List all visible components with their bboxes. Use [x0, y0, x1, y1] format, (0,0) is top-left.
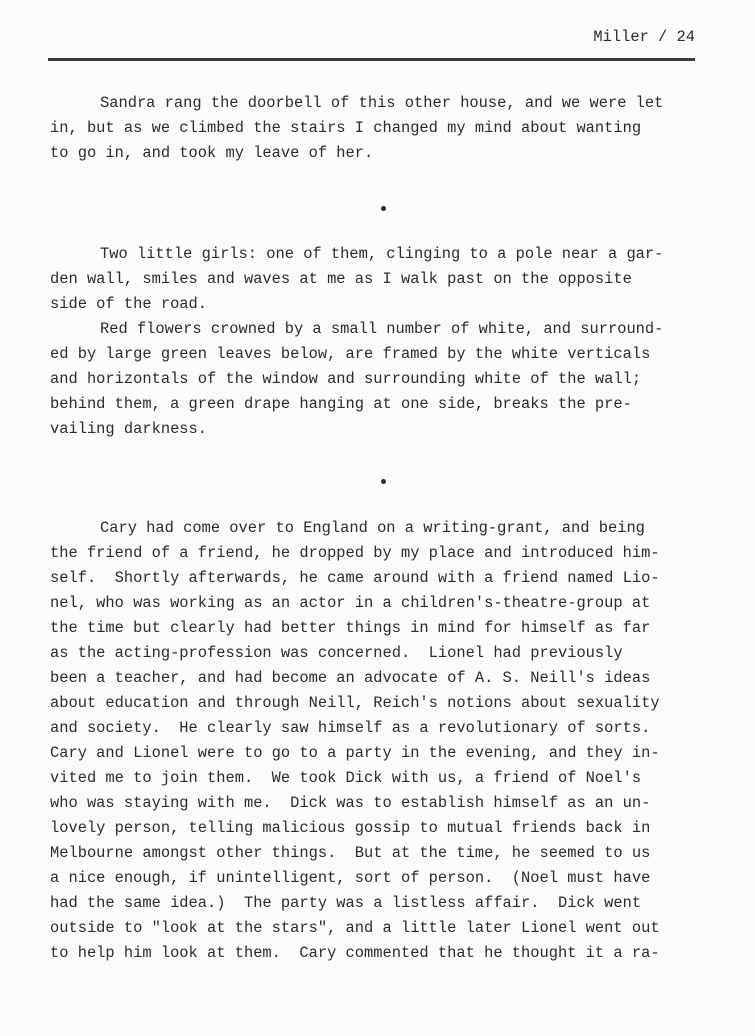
text-line: and horizontals of the window and surrounding white of the wall;	[50, 370, 642, 388]
text-line: a nice enough, if unintelligent, sort of person. (Noel must have	[50, 869, 651, 887]
text-line: had the same idea.) The party was a listless affair. Dick went	[50, 894, 642, 912]
text-line: been a teacher, and had become an advocate of A. S. Neill's ideas	[50, 669, 651, 687]
text-line: Melbourne amongst other things. But at the time, he seemed to us	[50, 844, 651, 862]
text-line: lovely person, telling malicious gossip to mutual friends back in	[50, 819, 651, 837]
text-line: in, but as we climbed the stairs I changed my mind about wanting	[50, 119, 642, 137]
text-line: Cary had come over to England on a writing-grant, and being	[100, 519, 645, 537]
text-line: vited me to join them. We took Dick with us, a friend of Noel's	[50, 769, 642, 787]
text-line: the time but clearly had better things in mind for himself as far	[50, 619, 651, 637]
text-line: and society. He clearly saw himself as a revolutionary of sorts.	[50, 719, 651, 737]
text-line: Two little girls: one of them, clinging to a pole near a gar-	[100, 245, 664, 263]
text-line: to help him look at them. Cary commented that he thought it a ra-	[50, 944, 660, 962]
section-break-bullet	[381, 206, 386, 211]
text-line: the friend of a friend, he dropped by my place and introduced him-	[50, 544, 660, 562]
text-line: Cary and Lionel were to go to a party in the evening, and they in-	[50, 744, 660, 762]
header-rule	[48, 58, 695, 61]
text-line: Sandra rang the doorbell of this other house, and we were let	[100, 94, 664, 112]
text-line: side of the road.	[50, 295, 208, 313]
text-line: Red flowers crowned by a small number of white, and surround-	[100, 320, 664, 338]
text-line: who was staying with me. Dick was to establish himself as an un-	[50, 794, 651, 812]
text-line: behind them, a green drape hanging at one side, breaks the pre-	[50, 395, 632, 413]
text-line: to go in, and took my leave of her.	[50, 144, 374, 162]
text-line: den wall, smiles and waves at me as I walk past on the opposite	[50, 270, 632, 288]
text-line: self. Shortly afterwards, he came around with a friend named Lio-	[50, 569, 660, 587]
text-line: ed by large green leaves below, are framed by the white verticals	[50, 345, 651, 363]
text-line: vailing darkness.	[50, 420, 208, 438]
text-line: as the acting-profession was concerned. Lionel had previously	[50, 644, 623, 662]
text-line: about education and through Neill, Reich's notions about sexuality	[50, 694, 660, 712]
section-break-bullet	[381, 479, 386, 484]
text-line: outside to "look at the stars", and a little later Lionel went out	[50, 919, 660, 937]
text-line: nel, who was working as an actor in a children's-theatre-group at	[50, 594, 651, 612]
running-head: Miller / 24	[593, 28, 695, 46]
